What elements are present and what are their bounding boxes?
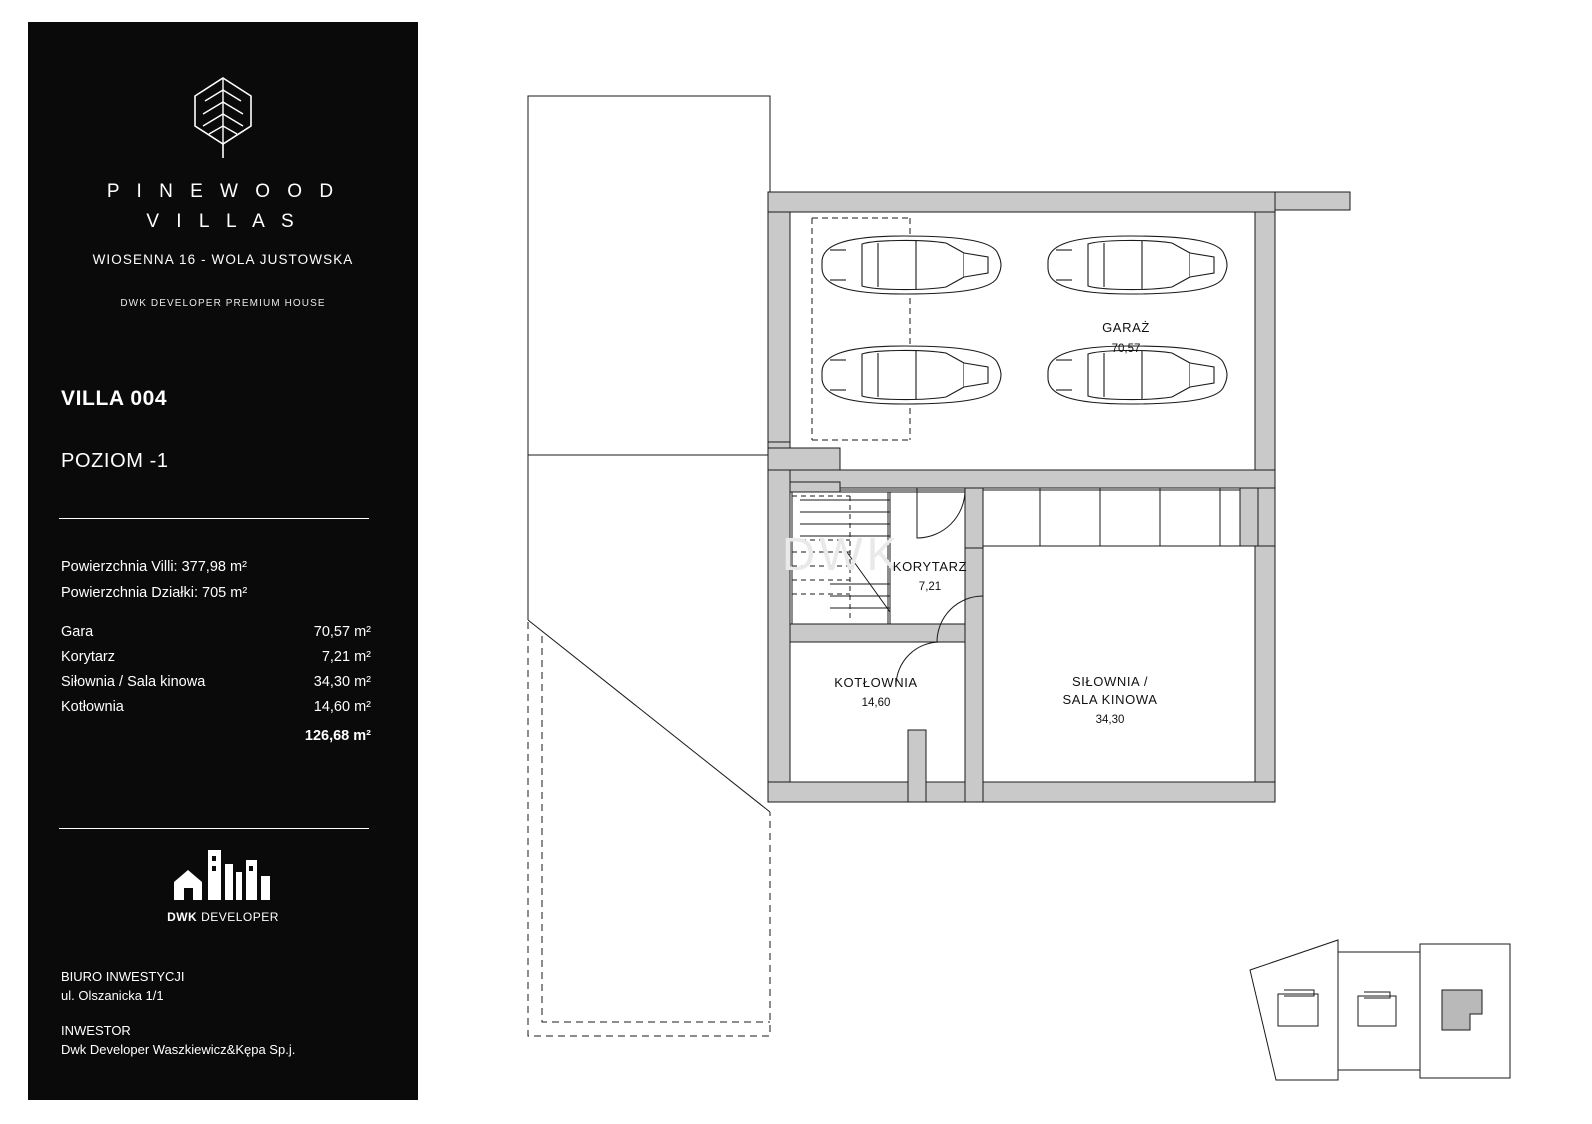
site-key-map [1250,940,1510,1080]
table-row-total [61,724,371,753]
table-row [61,674,371,699]
investor-name: Dwk Developer Waszkiewicz&Kępa Sp.j. [61,1042,296,1057]
info-panel [28,22,418,1100]
brand-name [28,177,418,237]
developer-name-bold: DWK [167,910,198,924]
villa-title: VILLA 004 [61,387,168,410]
area-plot: Powierzchnia Działki: 705 m² [61,585,248,601]
room-name: Kotłownia [61,699,124,715]
room-area: 7,21 m² [321,649,371,665]
office-label: BIURO INWESTYCJI [61,969,185,984]
brand-line-1: P I N E W O O D [106,181,340,202]
car-icon [822,236,1227,404]
area-villa: Powierzchnia Villi: 377,98 m² [61,559,247,575]
table-row [61,649,371,674]
terrace-dashed [528,622,770,1036]
room-label-boiler: KOTŁOWNIA [834,675,918,690]
room-area-garage: 70,57 [1111,343,1141,355]
total-area: 126,68 m² [304,728,371,744]
room-area-gym: 34,30 [1095,714,1125,726]
watermark: DWK [782,528,902,580]
plot-outline [528,96,770,812]
room-area: 14,60 m² [313,699,371,715]
room-name: Siłownia / Sala kinowa [61,674,206,690]
room-label-garage: GARAŻ [1102,320,1150,335]
room-name: Gara [61,624,94,640]
room-area-corridor: 7,21 [918,581,942,593]
divider-bottom [59,828,369,829]
divider-top [59,518,369,519]
room-area: 34,30 m² [313,674,371,690]
office-address: ul. Olszanicka 1/1 [61,988,164,1003]
total-label [61,724,274,753]
pinewood-tree-icon [28,72,418,167]
table-row [61,699,371,724]
room-name: Korytarz [61,649,115,665]
table-row [61,624,371,649]
panel-footer [61,967,295,1075]
room-area: 70,57 m² [313,624,371,640]
level-title: POZIOM -1 [61,450,169,472]
developer-name-thin: DEVELOPER [197,910,279,924]
room-area-table [61,624,371,753]
floor-plan [420,0,1592,1124]
project-subtitle: DWK DEVELOPER PREMIUM HOUSE [120,298,326,309]
room-label-corridor: KORYTARZ [892,559,968,574]
room-label-gym-line1: SIŁOWNIA / [1071,674,1149,689]
room-label-gym-line2: SALA KINOWA [1062,692,1158,707]
room-area-boiler: 14,60 [861,697,891,709]
investor-label: INWESTOR [61,1023,131,1038]
brand-line-2: V I L L A S [146,211,300,232]
project-address: WIOSENNA 16 - WOLA JUSTOWSKA [92,252,354,267]
dwk-skyline-icon [28,842,418,909]
developer-name [28,910,418,924]
